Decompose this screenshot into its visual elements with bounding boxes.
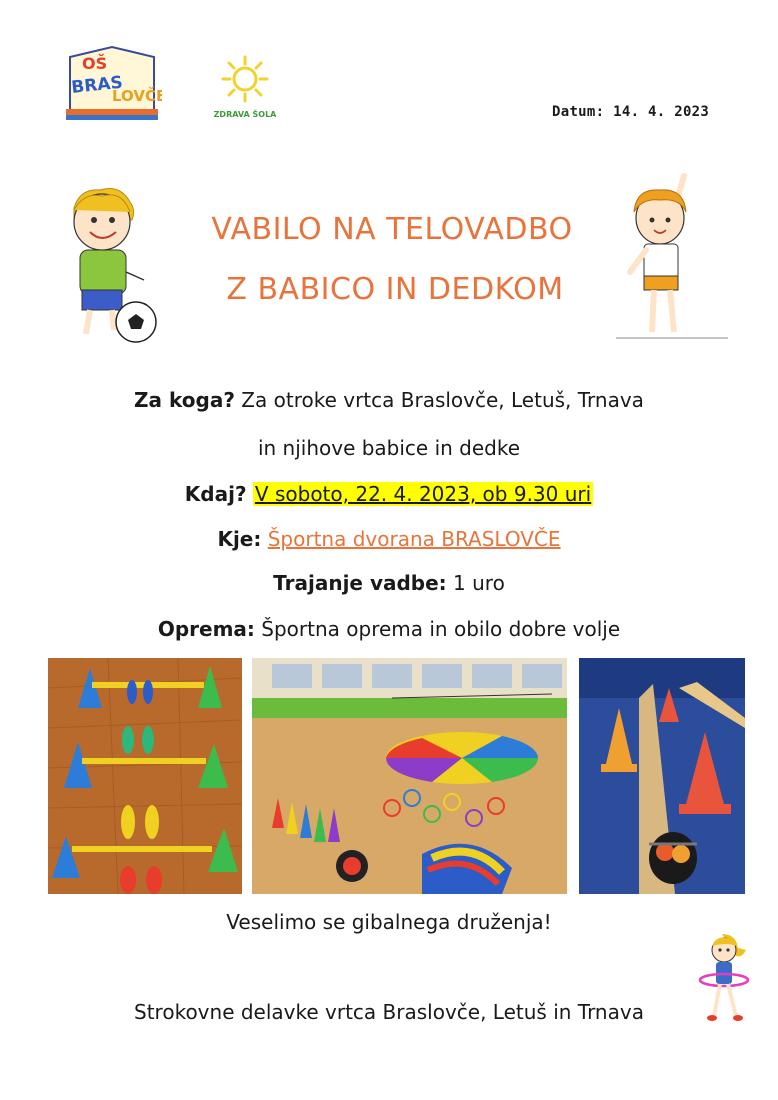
who-line xyxy=(0,388,778,412)
title-line-2: Z BABICO IN DEDKOM xyxy=(226,272,564,307)
who-value-continued: in njihove babice in dedke xyxy=(257,436,521,460)
school-logo xyxy=(62,45,162,123)
svg-text:BRAS: BRAS xyxy=(70,72,124,98)
equipment-line xyxy=(0,617,778,641)
duration-line xyxy=(0,571,778,595)
photo-gym-hall xyxy=(252,658,567,894)
equipment-value: Športna oprema in obilo dobre volje xyxy=(261,617,621,641)
svg-text:OŠ: OŠ xyxy=(82,54,108,73)
when-line xyxy=(0,482,778,506)
boy-with-ball-illustration xyxy=(60,180,170,348)
equipment-label: Oprema: xyxy=(157,617,255,641)
duration-value: 1 uro xyxy=(453,571,505,595)
closing-line: Veselimo se gibalnega druženja! xyxy=(226,910,552,934)
who-value: Za otroke vrtca Braslovče, Letuš, Trnava xyxy=(241,388,644,412)
when-label: Kdaj? xyxy=(184,482,247,506)
photo-balance-beam xyxy=(579,658,745,894)
where-line xyxy=(0,527,778,551)
svg-text:LOVČE: LOVČE xyxy=(112,87,162,105)
photo-cones-hurdles xyxy=(48,658,242,894)
date-line xyxy=(552,104,709,120)
who-label: Za koga? xyxy=(134,388,235,412)
date-value: 14. 4. 2023 xyxy=(613,104,710,120)
when-value: V soboto, 22. 4. 2023, ob 9.30 uri xyxy=(254,482,592,506)
healthy-school-logo xyxy=(205,55,285,123)
title-line-1: VABILO NA TELOVADBO xyxy=(211,212,573,247)
svg-text:ZDRAVA ŠOLA: ZDRAVA ŠOLA xyxy=(213,110,277,119)
stretching-kid-illustration xyxy=(610,168,730,346)
where-label: Kje: xyxy=(217,527,262,551)
who-line-continued xyxy=(0,436,778,460)
duration-label: Trajanje vadbe: xyxy=(273,571,447,595)
signature-line: Strokovne delavke vrtca Braslovče, Letuš in Trnava xyxy=(134,1000,644,1024)
where-value: Športna dvorana BRASLOVČE xyxy=(267,527,561,551)
date-label: Datum: xyxy=(552,104,605,120)
